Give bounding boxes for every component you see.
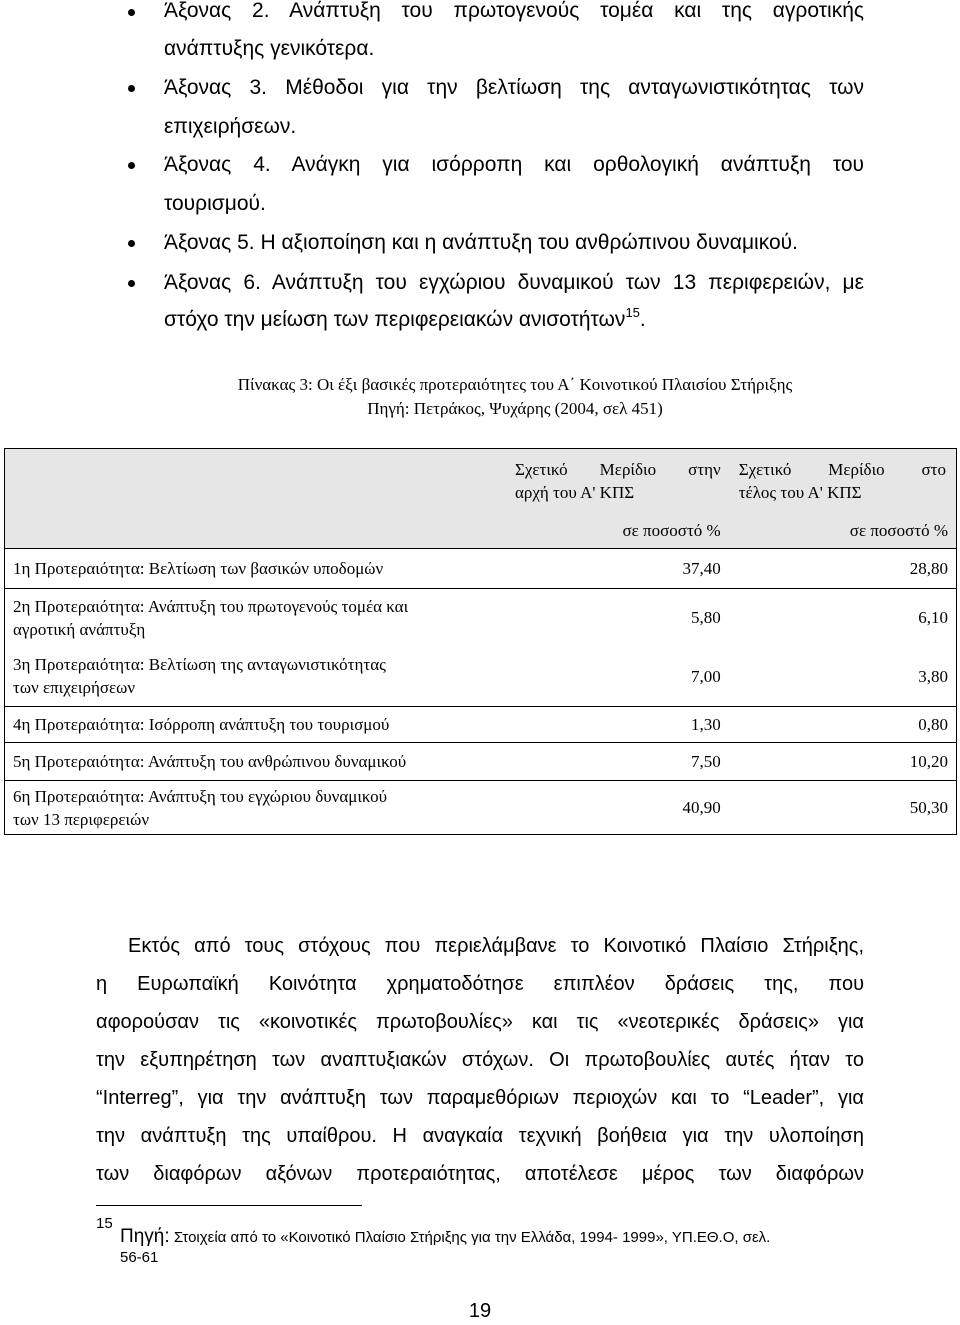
table-row [5,549,957,589]
header-start-line1: Σχετικό Μερίδιο στην [514,459,721,479]
row-start-value: 7,50 [505,743,729,781]
header-end-line2: τέλος του Α' ΚΠΣ [738,482,862,502]
row-label-line1: 2η Προτεραιότητα: Ανάπτυξη του πρωτογενούς τομέα και [13,596,409,616]
footnote-ref: 15 [625,305,640,320]
table-row [5,647,957,707]
bullet-item-axis-4-line2: τουρισμού. [164,192,266,215]
bullet-item-axis-2-line2: ανάπτυξης γενικότερα. [164,37,375,60]
footnote-separator [96,1205,362,1206]
bullet-dot [128,240,135,247]
table-row [5,743,957,781]
table-unit-row [5,513,957,549]
row-end-value: 10,20 [729,743,957,781]
header-end-line1: Σχετικό Μερίδιο στο [738,459,946,479]
header-start-line2: αρχή του Α' ΚΠΣ [514,482,635,502]
table-row [5,707,957,743]
table-row [5,589,957,647]
bullet-dot [128,280,135,287]
row-label-line2: αγροτική ανάπτυξη [13,619,146,639]
row-end-value: 50,30 [729,781,957,835]
row-start-value: 40,90 [505,781,729,835]
footnote-text [120,1227,880,1268]
table-unit-start: σε ποσοστό % [505,513,729,549]
row-label [5,589,505,647]
row-end-value: 6,10 [729,589,957,647]
row-label: 1η Προτεραιότητα: Βελτίωση των βασικών υποδομών [5,549,505,589]
row-start-value: 1,30 [505,707,729,743]
priorities-table [4,448,957,835]
bullet-dot [128,9,135,16]
paragraph-line: η Ευρωπαϊκή Κοινότητα χρηματοδότησε επιπλέον δράσεις της, που [96,973,864,995]
table-row [5,781,957,835]
footnote-prefix: Πηγή: [120,1226,170,1247]
row-label-line1: 6η Προτεραιότητα: Ανάπτυξη του εγχώριου δυναμικού [13,786,388,806]
paragraph-line: “Interreg”, για την ανάπτυξη των παραμεθόριων περιοχών και το “Leader”, για [96,1087,864,1109]
row-label: 4η Προτεραιότητα: Ισόρροπη ανάπτυξη του τουρισμού [5,707,505,743]
table-header-empty [5,449,505,513]
row-label-line2: των επιχειρήσεων [13,678,136,698]
page-number: 19 [468,1300,492,1322]
footnote-number: 15 [96,1215,113,1232]
paragraph-line: την ανάπτυξη της υπαίθρου. Η αναγκαία τεχνική βοήθεια για την υλοποίηση [96,1125,864,1147]
paragraph-line: αφορούσαν τις «κοινοτικές πρωτοβουλίες» και τις «νεοτερικές δράσεις» για [96,1011,864,1033]
bullet-item-axis-6-line2 [164,307,646,333]
bullet-item-axis-6-text: στόχο την μείωση των περιφερειακών ανισοτήτων [164,308,626,331]
table-caption-source: Πηγή: Πετράκος, Ψυχάρης (2004, σελ 451) [367,399,663,418]
bullet-dot [128,162,135,169]
table-unit-end: σε ποσοστό % [729,513,957,549]
table-header-start-share [505,449,729,513]
table-header-row [5,449,957,513]
bullet-item-axis-4-line1: Άξονας 4. Ανάγκη για ισόρροπη και ορθολογική ανάπτυξη του [164,153,864,176]
row-end-value: 28,80 [729,549,957,589]
footnote-body: Στοιχεία από το «Κοινοτικό Πλαίσιο Στήριξης για την Ελλάδα, 1994- 1999», ΥΠ.ΕΘ.Ο, σελ. [173,1229,771,1246]
footnote-body-line2: 56-61 [120,1249,159,1266]
row-end-value: 0,80 [729,707,957,743]
bullet-item-axis-6-line1: Άξονας 6. Ανάπτυξη του εγχώριου δυναμικού των 13 περιφερειών, με [164,271,864,294]
table-caption-title: Πίνακας 3: Οι έξι βασικές προτεραιότητες του Α΄ Κοινοτικού Πλαισίου Στήριξης [237,375,793,394]
bullet-item-axis-6-end: . [639,308,646,331]
row-end-value: 3,80 [729,647,957,707]
body-paragraph [96,927,864,1193]
row-label-line1: 3η Προτεραιότητα: Βελτίωση της ανταγωνιστικότητας [13,655,386,675]
bullet-item-axis-3-line2: επιχειρήσεων. [164,115,297,138]
row-label: 5η Προτεραιότητα: Ανάπτυξη του ανθρώπινου δυναμικού [5,743,505,781]
row-start-value: 37,40 [505,549,729,589]
row-label [5,647,505,707]
row-label [5,781,505,835]
row-start-value: 7,00 [505,647,729,707]
row-label-line2: των 13 περιφερειών [13,809,150,829]
paragraph-line: των διαφόρων αξόνων προτεραιότητας, αποτέλεσε μέρος των διαφόρων [96,1163,864,1185]
bullet-dot [128,85,135,92]
table-header-end-share [729,449,957,513]
paragraph-line: την εξυπηρέτηση των αναπτυξιακών στόχων. Οι πρωτοβουλίες αυτές ήταν το [96,1049,864,1071]
table-unit-empty [5,513,505,549]
bullet-item-axis-2-line1: Άξονας 2. Ανάπτυξη του πρωτογενούς τομέα και της αγροτικής [164,0,864,22]
row-start-value: 5,80 [690,608,721,628]
paragraph-line: Εκτός από τους στόχους που περιελάμβανε το Κοινοτικό Πλαίσιο Στήριξης, [128,935,864,957]
bullet-item-axis-5: Άξονας 5. Η αξιοποίηση και η ανάπτυξη του ανθρώπινου δυναμικού. [164,231,798,254]
bullet-item-axis-3-line1: Άξονας 3. Μέθοδοι για την βελτίωση της ανταγωνιστικότητας των [164,76,864,99]
